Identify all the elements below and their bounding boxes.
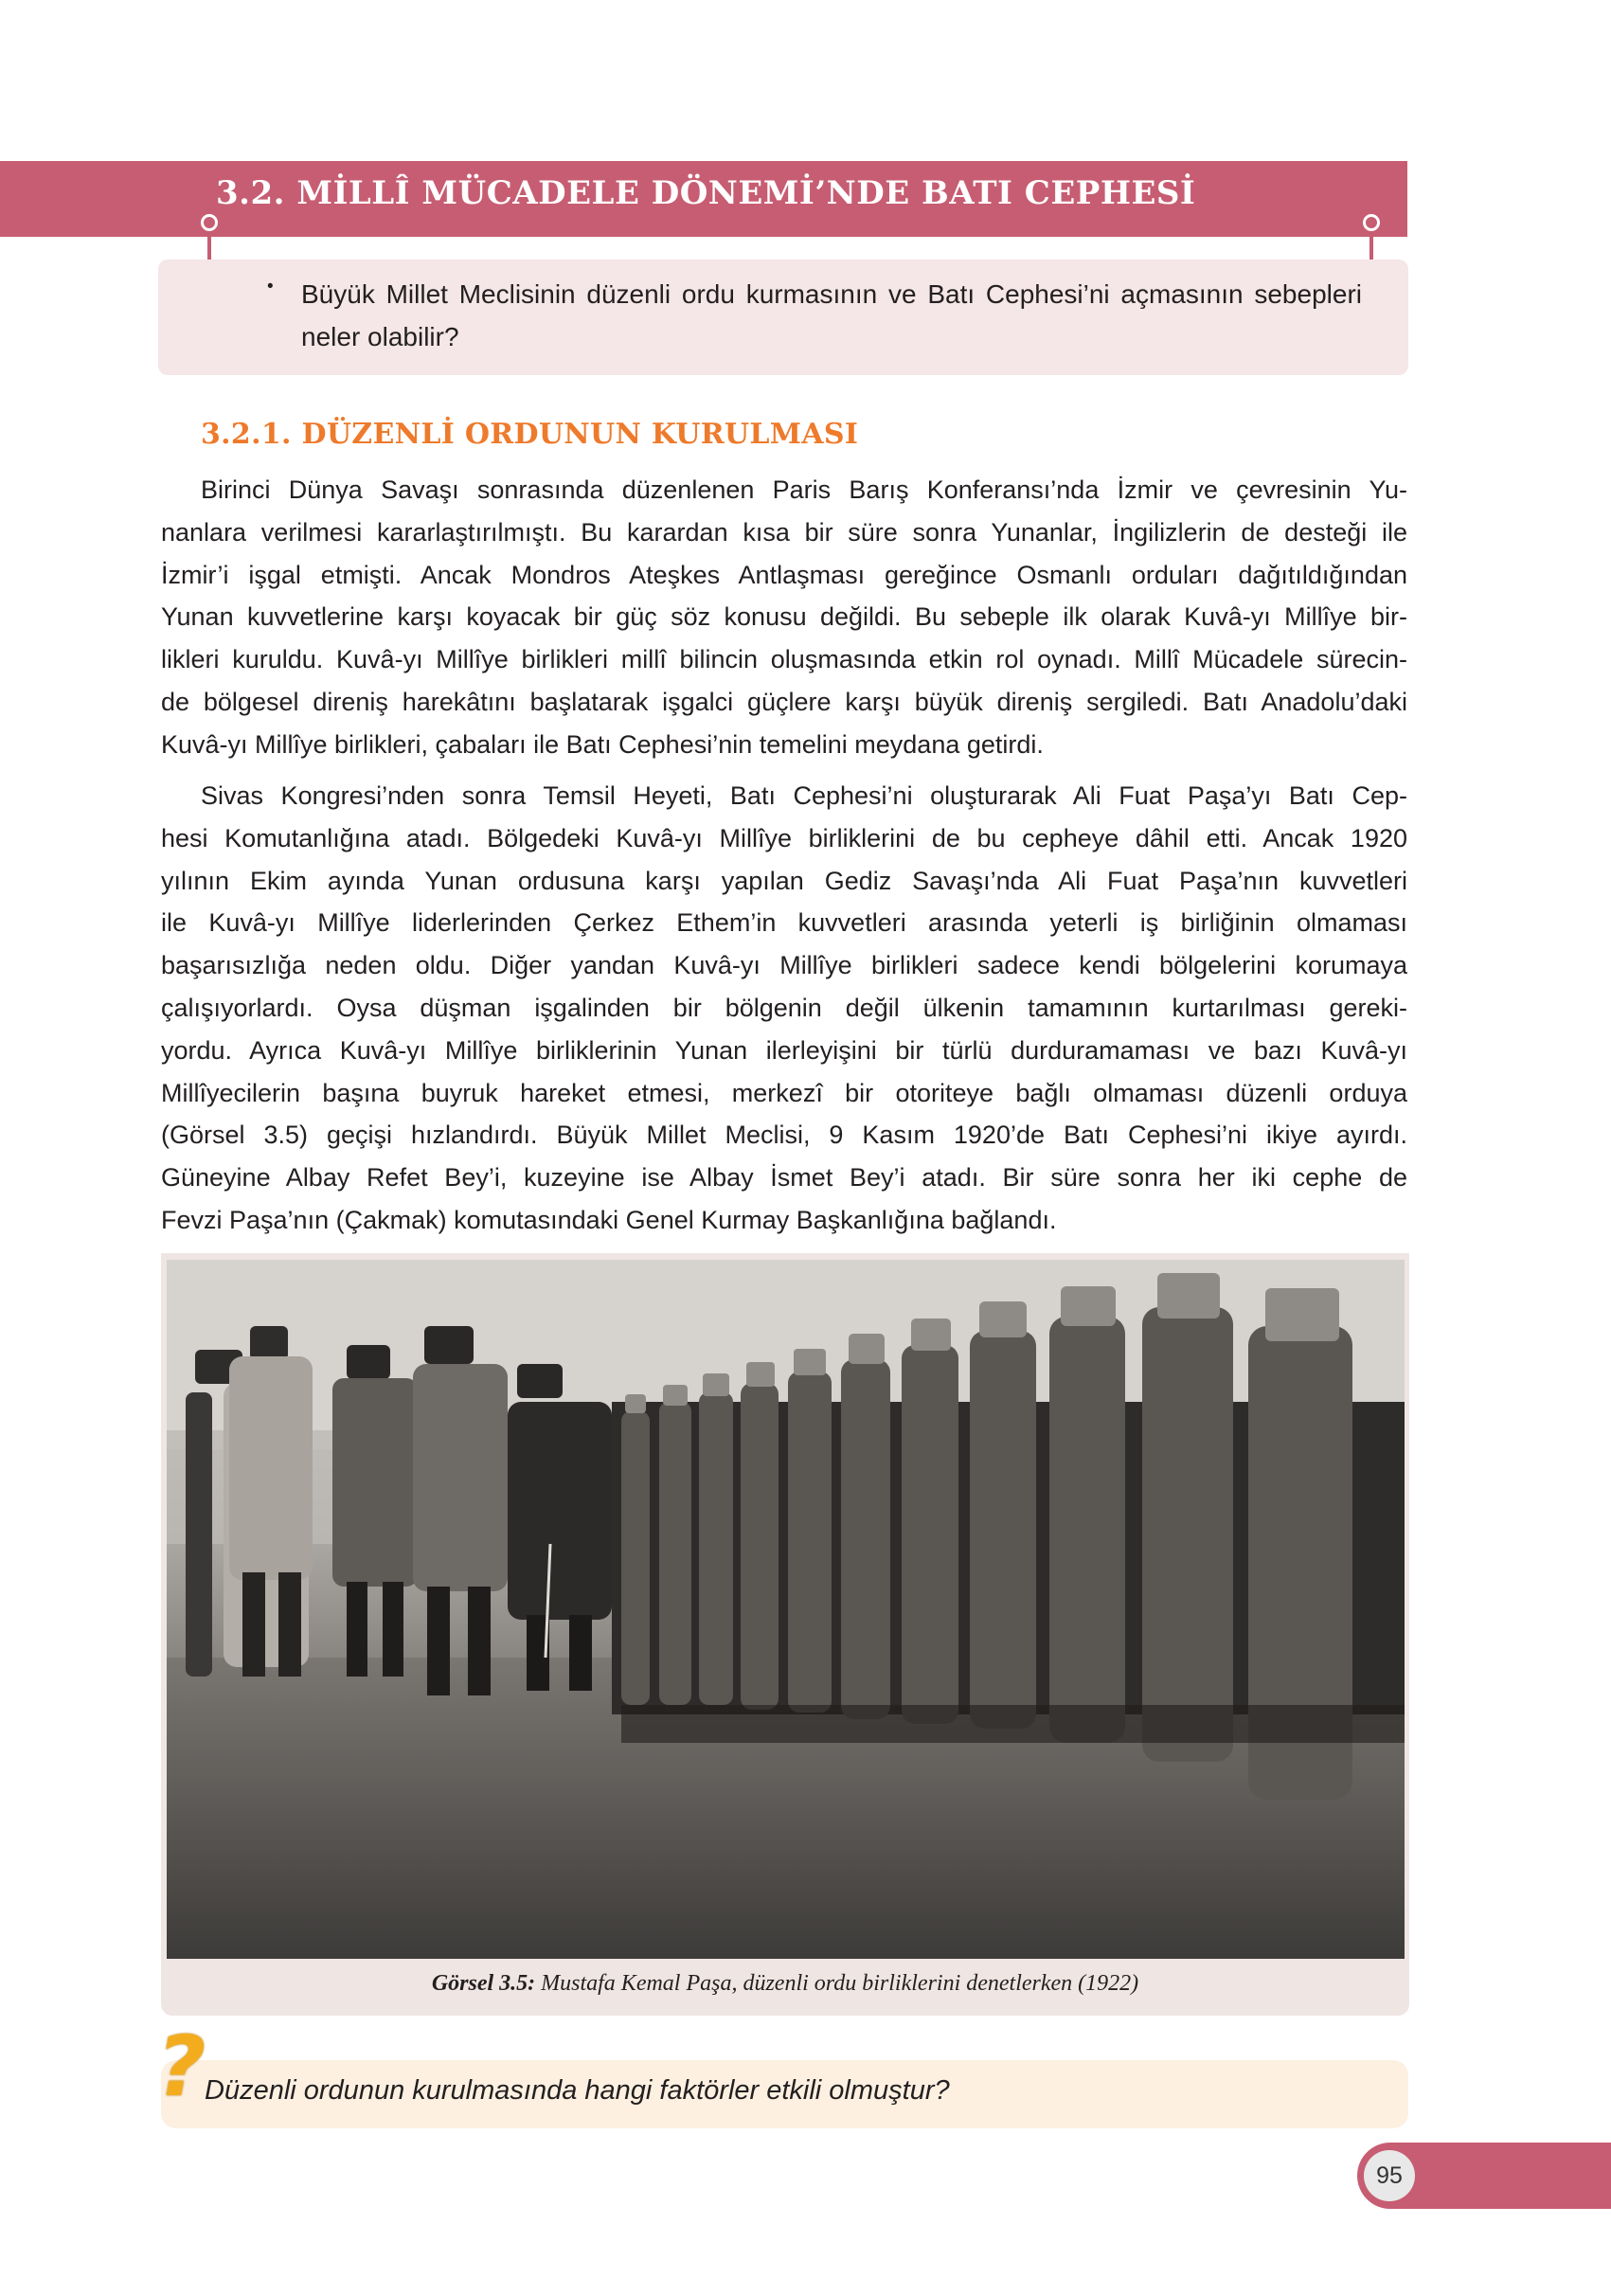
paragraph-line: nanlara verilmesi kararlaştırılmıştı. Bu karardan kısa bir süre sonra Yunanlar, İngilizlerin de desteği ile	[161, 517, 1407, 547]
intro-question-text: Büyük Millet Meclisinin düzenli ordu kurmasının ve Batı Cephesi’ni açmasının sebepleri neler olabilir?	[301, 279, 1362, 351]
paragraph-line: Sivas Kongresi’nden sonra Temsil Heyeti, Batı Cephesi’ni oluşturarak Ali Fuat Paşa’yı Batı Cep-	[201, 781, 1407, 810]
review-question-text: Düzenli ordunun kurulmasında hangi faktörler etkili olmuştur?	[205, 2075, 950, 2106]
left-pin-top-icon	[201, 214, 218, 231]
paragraph-line: Millîyecilerin başına buyruk hareket etmesi, merkezî bir otoriteye bağlı olmaması düzenli orduya	[161, 1078, 1407, 1107]
paragraph-line: likleri kuruldu. Kuvâ-yı Millîye birlikleri millî bilincin oluşmasında etkin rol oynadı. Millî Mücadele sürecin-	[161, 645, 1407, 674]
historical-photo	[167, 1260, 1405, 1959]
paragraph-line: İzmir’i işgal etmişti. Ancak Mondros Ateşkes Antlaşması gereğince Osmanlı orduları dağıtıldığından	[161, 560, 1407, 589]
chapter-title: 3.2. MİLLÎ MÜCADELE DÖNEMİ’NDE BATI CEPHESİ	[216, 174, 1196, 212]
paragraph-line: (Görsel 3.5) geçişi hızlandırdı. Büyük Millet Meclisi, 9 Kasım 1920’de Batı Cephesi’ni ikiye ayırdı.	[161, 1121, 1407, 1150]
caption-label: Görsel 3.5:	[431, 1971, 536, 1996]
photo-illustration	[167, 1260, 1405, 1959]
paragraph-1	[161, 469, 1407, 766]
paragraph-line: hesi Komutanlığına atadı. Bölgedeki Kuvâ-yı Millîye birliklerini de bu cepheye dâhil etti. Ancak 1920	[161, 823, 1407, 852]
paragraph-line: yordu. Ayrıca Kuvâ-yı Millîye birliklerinin Yunan ilerleyişini bir türlü durduramaması ve bazı Kuvâ-yı	[161, 1035, 1407, 1065]
bullet-icon: •	[267, 277, 274, 296]
paragraph-line: Kuvâ-yı Millîye birlikleri, çabaları ile Batı Cephesi’nin temelini meydana getirdi.	[161, 729, 1044, 759]
paragraph-line: çalışıyorlardı. Oysa düşman işgalinden bir bölgenin değil ülkenin tamamının kurtarılması gereki-	[161, 993, 1407, 1022]
figure-caption	[161, 1971, 1409, 1997]
paragraph-line: Yunan kuvvetlerine karşı koyacak bir güç söz konusu değildi. Bu sebeple ilk olarak Kuvâ-yı Millîye bir-	[161, 602, 1407, 632]
page-number: 95	[1364, 2150, 1415, 2201]
paragraph-line: yılının Ekim ayında Yunan ordusuna karşı yapılan Gediz Savaşı’nda Ali Fuat Paşa’nın kuvvetleri	[161, 866, 1407, 895]
section-heading: 3.2.1. DÜZENLİ ORDUNUN KURULMASI	[201, 418, 859, 451]
question-mark-icon: ?	[149, 2018, 215, 2115]
paragraph-line: Güneyine Albay Refet Bey’i, kuzeyine ise Albay İsmet Bey’i atadı. Bir süre sonra her iki cephe de	[161, 1163, 1407, 1193]
paragraph-2	[161, 775, 1407, 1242]
paragraph-line: de bölgesel direniş harekâtını başlatarak işgalci güçlere karşı büyük direniş sergiledi. Batı Anadolu’daki	[161, 687, 1407, 716]
caption-text: Mustafa Kemal Paşa, düzenli ordu birliklerini denetlerken (1922)	[535, 1971, 1139, 1996]
paragraph-line: ile Kuvâ-yı Millîye liderlerinden Çerkez Ethem’in kuvvetleri arasında yeterli iş birliğinin olmaması	[161, 908, 1407, 938]
paragraph-line: Fevzi Paşa’nın (Çakmak) komutasındaki Genel Kurmay Başkanlığına bağlandı.	[161, 1205, 1057, 1234]
paragraph-line: Birinci Dünya Savaşı sonrasında düzenlenen Paris Barış Konferansı’nda İzmir ve çevresinin Yu-	[201, 475, 1407, 504]
paragraph-line: başarısızlığa neden oldu. Diğer yandan Kuvâ-yı Millîye birlikleri sadece kendi bölgelerini korumaya	[161, 951, 1407, 980]
right-pin-top-icon	[1363, 214, 1380, 231]
